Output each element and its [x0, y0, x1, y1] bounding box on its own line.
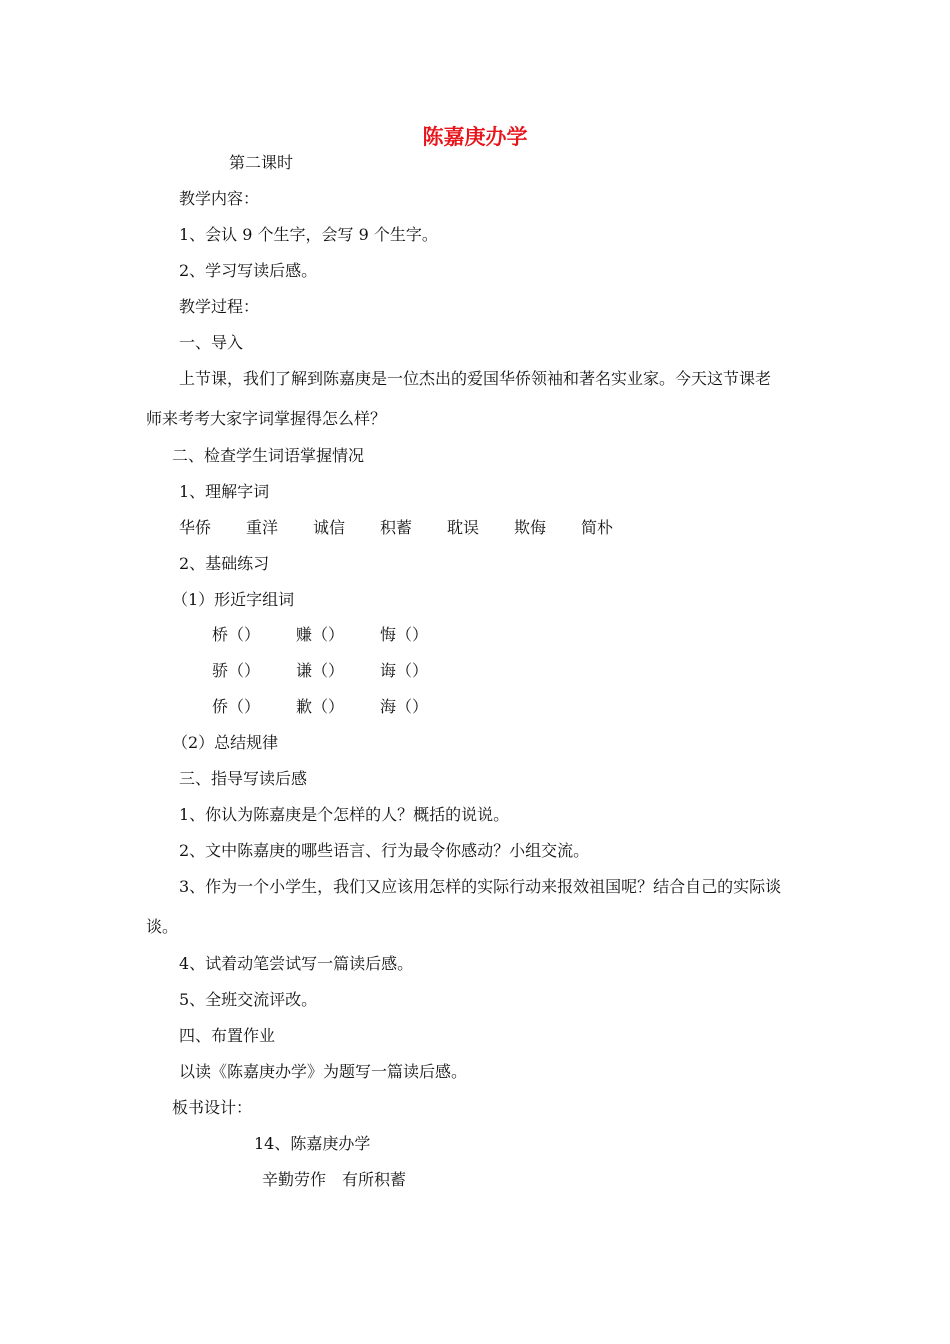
lesson-period: 第二课时 — [229, 153, 294, 172]
section-heading: 四、布置作业 — [179, 1026, 276, 1045]
section-heading: 三、指导写读后感 — [179, 769, 308, 788]
board-design-title: 14、陈嘉庚办学 — [254, 1134, 371, 1153]
teaching-content-item: 2、学习写读后感。 — [179, 261, 318, 280]
board-design-heading: 板书设计： — [172, 1098, 253, 1117]
teaching-content-item: 1、会认 9 个生字，会写 9 个生字。 — [179, 225, 438, 244]
exercise-heading: （1）形近字组词 — [172, 590, 295, 609]
character-blank: 悔（） — [380, 625, 429, 644]
character-blank: 诲（） — [380, 661, 429, 680]
vocabulary-row — [0, 518, 950, 538]
section-heading: 一、导入 — [179, 333, 244, 352]
subsection-heading: 2、基础练习 — [179, 554, 270, 573]
section-item: 4、试着动笔尝试写一篇读后感。 — [179, 954, 414, 973]
character-row — [0, 661, 950, 681]
section-heading: 二、检查学生词语掌握情况 — [172, 446, 365, 465]
character-blank: 侨（） — [212, 697, 261, 716]
paragraph-line: 师来考考大家字词掌握得怎么样？ — [146, 409, 387, 428]
character-row — [0, 625, 950, 645]
vocabulary-word: 积蓄 — [380, 518, 413, 537]
teaching-content-heading: 教学内容： — [179, 189, 260, 208]
section-item: 谈。 — [146, 917, 179, 936]
section-item: 5、全班交流评改。 — [179, 990, 318, 1009]
vocabulary-word: 重洋 — [246, 518, 279, 537]
subsection-heading: 1、理解字词 — [179, 482, 270, 501]
character-blank: 歉（） — [296, 697, 345, 716]
character-row — [0, 697, 950, 717]
character-blank: 海（） — [380, 697, 429, 716]
section-item: 1、你认为陈嘉庚是个怎样的人？概括的说说。 — [179, 805, 510, 824]
board-design-line: 辛勤劳作 有所积蓄 — [262, 1170, 407, 1189]
character-blank: 骄（） — [212, 661, 261, 680]
vocabulary-word: 欺侮 — [514, 518, 547, 537]
vocabulary-word: 诚信 — [313, 518, 346, 537]
character-blank: 桥（） — [212, 625, 261, 644]
vocabulary-word: 耽误 — [447, 518, 480, 537]
vocabulary-word: 简朴 — [581, 518, 614, 537]
section-item: 2、文中陈嘉庚的哪些语言、行为最令你感动？小组交流。 — [179, 841, 590, 860]
vocabulary-word: 华侨 — [179, 518, 212, 537]
character-blank: 赚（） — [296, 625, 345, 644]
teaching-process-heading: 教学过程： — [179, 297, 260, 316]
section-item: 3、作为一个小学生，我们又应该用怎样的实际行动来报效祖国呢？结合自己的实际谈 — [179, 877, 782, 896]
paragraph-line: 上节课，我们了解到陈嘉庚是一位杰出的爱国华侨领袖和著名实业家。今天这节课老 — [179, 369, 772, 388]
homework-text: 以读《陈嘉庚办学》为题写一篇读后感。 — [179, 1062, 468, 1081]
character-blank: 谦（） — [296, 661, 345, 680]
exercise-heading: （2）总结规律 — [172, 733, 279, 752]
document-title: 陈嘉庚办学 — [422, 125, 528, 149]
